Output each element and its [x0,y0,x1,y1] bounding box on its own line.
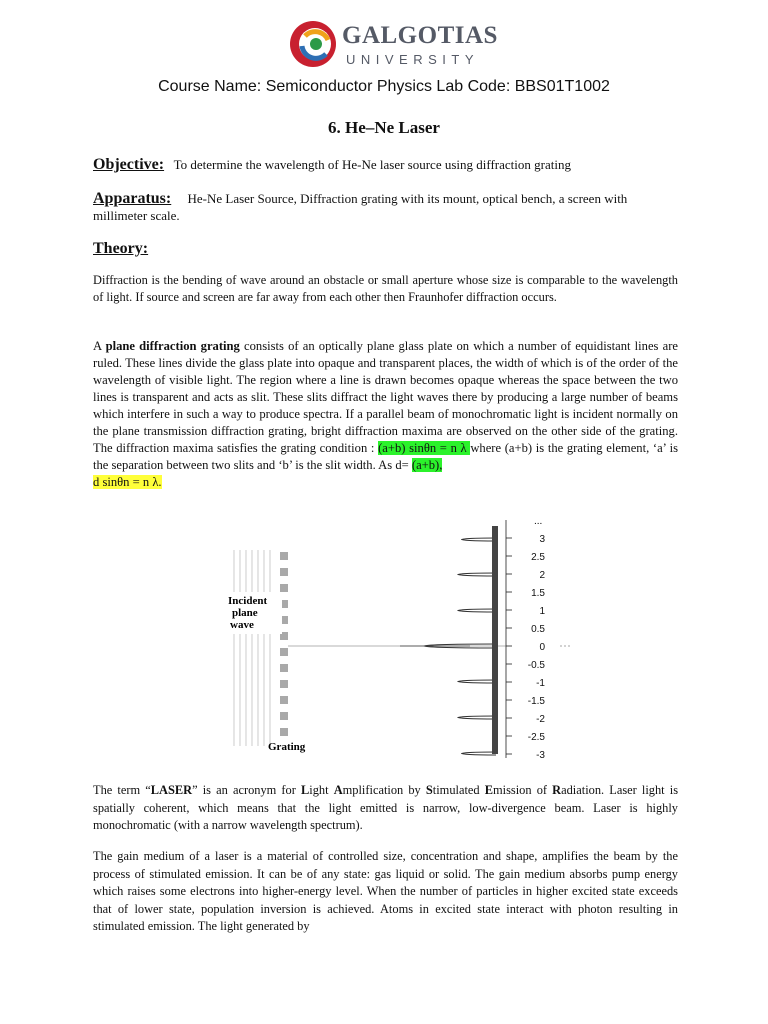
laser-term: LASER [150,783,193,797]
logo-subtitle: UNIVERSITY [346,52,480,67]
label-wave: wave [230,619,254,631]
laser-p1-start: The term “ [93,783,151,797]
scale-labels [528,534,546,761]
laser-paragraph-1 [93,782,678,835]
scale-label: -2.5 [527,732,545,743]
grating-condition-formula: (a+b) sinθn = n λ [378,441,471,455]
grating-equation: d sinθn = n λ. [93,475,162,489]
theory-label: Theory: [93,240,149,257]
scale-label: -2 [536,714,545,725]
objective-label: Objective: [93,156,165,173]
scale-label: -1.5 [527,696,545,707]
objective-text: To determine the wavelength of He-Ne laser source using diffraction grating [173,157,571,172]
acronym-letter: R [552,783,562,797]
experiment-title: 6. He–Ne Laser [328,118,440,137]
acronym-word: mplification by [342,783,426,797]
scale-label: -0.5 [527,660,545,671]
scale-top-dots: ... [534,520,543,527]
theory-paragraph-1: Diffraction is the bending of wave around an obstacle or small aperture whose size is comparable to the wavelength of light. If source and screen are far away from each other then Fraunhofer diffraction occurs. [93,273,678,305]
scale-label: -1 [536,678,545,689]
scale-label: 0.5 [531,624,545,635]
acronym-letter: A [333,783,343,797]
apparatus-row [93,190,678,224]
grating-slits [280,552,288,736]
laser-p1-end: Laser light is spatially coherent, which means that the light emitted is narrow, low-divergence beam. Laser is highly monochromatic (with a narrow wavelength spectrum). [93,783,679,832]
galgotias-emblem-icon [288,16,338,70]
incident-wavefronts [234,550,270,746]
theory-paragraph-2 [93,338,678,491]
acronym-letter: L [301,783,310,797]
scale-label: 3 [539,534,545,545]
objective-row [93,156,678,173]
acronym-letter: S [425,783,433,797]
acronym-word: timulated [432,783,485,797]
para2-body: consists of an optically plane glass plate on which a number of equidistant lines are ruled. These lines divide the glass plate into opaque and transparent places, the width of which is of the order of the wavelength of visible light. The region where a line is drawn becomes opaque whereas the space between the two lines is transparent and acts as slit. These slits diffract the light waves there by producing a large number of beams which interfere in such a way to produce spectra. If a parallel beam of monochromatic light is incident normally on the plane transmission diffraction grating, bright diffraction maxima are observed on the other side of the grating. The diffraction maxima satisfies the grating condition : [93,339,678,455]
scale-label: 2 [539,570,545,581]
para2-continuation: where (a+b) is the grating element, ‘a’ is the separation between two slits and ‘b’ is the slit width. As d= [93,441,678,472]
diffraction-diagram [220,520,580,770]
scale-label: 2.5 [531,552,545,563]
course-line: Course Name: Semiconductor Physics Lab Code: BBS01T1002 [158,78,610,95]
laser-paragraph-2: The gain medium of a laser is a material of controlled size, concentration and shape, amplifies the beam by the process of stimulated emission. It can be of any state: gas liquid or solid. The gain medium absorbs pump energy which raises some electrons into higher-energy level. When the number of particles in higher excited state exceeds that of lower state, population inversion is achieved. Atoms in excited state interact with photon resulting in stimulated emission. The light generated by [93,849,678,933]
grating-element-formula: (a+b), [411,458,443,472]
theory-heading [93,240,148,258]
label-plane: plane [232,607,258,619]
university-logo [288,16,498,72]
acronym-word: mission of [493,783,553,797]
para2-start: A [93,339,106,353]
screen-ticks [492,526,498,754]
para2-bold-term: plane diffraction grating [105,339,240,353]
scale-label: 0 [539,642,545,653]
laser-p1-mid: ” is an acronym for [192,783,302,797]
label-incident: Incident [228,595,268,607]
apparatus-label: Apparatus: [93,190,172,207]
acronym-letter: E [484,783,493,797]
label-grating: Grating [268,741,306,753]
logo-name: GALGOTIAS [342,22,498,49]
acronym-word: ight [309,783,334,797]
apparatus-text: He-Ne Laser Source, Diffraction grating with its mount, optical bench, a screen with millimeter scale. [93,191,628,223]
scale-label: -3 [536,750,545,761]
scale-label: 1 [539,606,545,617]
scale-axis [506,520,512,758]
acronym-word: adiation. [561,783,605,797]
scale-label: 1.5 [531,588,545,599]
